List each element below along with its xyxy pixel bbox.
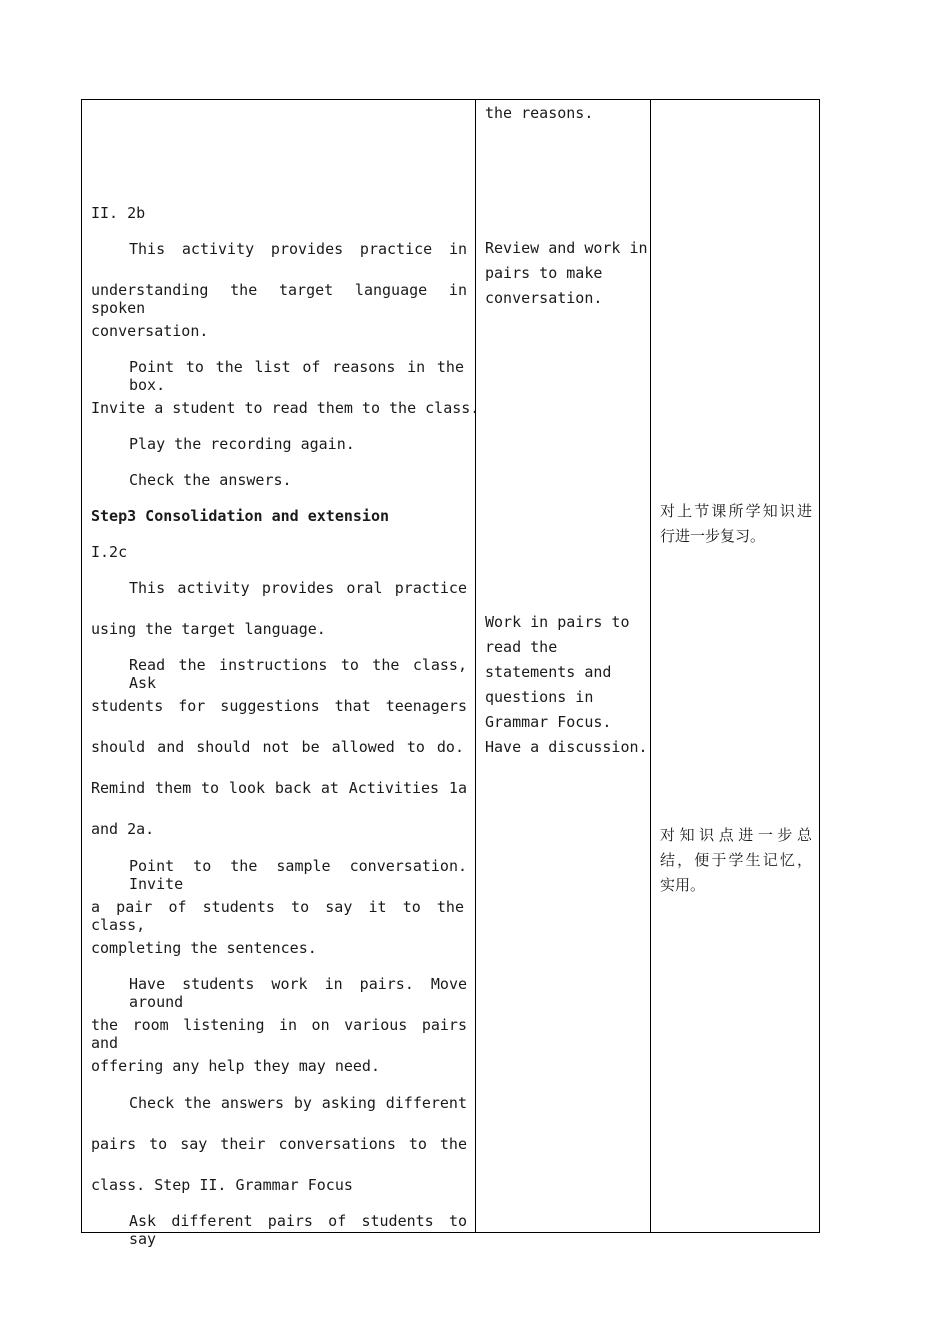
reasons-text: the reasons. — [485, 104, 594, 122]
label-2c: I.2c — [91, 543, 128, 561]
review-line: pairs to make — [485, 264, 603, 282]
paragraph-read-line: should and should not be allowed to do. — [91, 738, 464, 756]
paragraph-ask-line: Ask different pairs of students to say — [129, 1212, 467, 1248]
paragraph-read-line: students for suggestions that teenagers — [91, 697, 467, 715]
work-line: Work in pairs to — [485, 613, 630, 631]
paragraph-read-line: and 2a. — [91, 820, 155, 838]
step3-heading: Step3 Consolidation and extension — [91, 507, 390, 525]
paragraph-read-line: Read the instructions to the class, Ask — [129, 656, 467, 692]
paragraph-2b-line: This activity provides practice in — [129, 240, 467, 258]
paragraph-read-line: Remind them to look back at Activities 1a — [91, 779, 467, 797]
paragraph-check-line: class. Step II. Grammar Focus — [91, 1176, 353, 1194]
label-2b: II. 2b — [91, 204, 146, 222]
paragraph-sample-line: completing the sentences. — [91, 939, 317, 957]
review-line: conversation. — [485, 289, 603, 307]
paragraph-sample-line: a pair of students to say it to the class, — [91, 898, 464, 934]
paragraph-pairs-line: offering any help they may need. — [91, 1057, 380, 1075]
work-line: Have a discussion. — [485, 738, 648, 756]
work-line: statements and — [485, 663, 612, 681]
paragraph-2c-line: This activity provides oral practice — [129, 579, 467, 597]
paragraph-check-line: pairs to say their conversations to the — [91, 1135, 467, 1153]
note-review-line: 对上节课所学知识进 — [660, 502, 812, 520]
note-summary-line: 实用。 — [660, 876, 706, 894]
paragraph-2c-line: using the target language. — [91, 620, 326, 638]
work-line: Grammar Focus. — [485, 713, 612, 731]
paragraph-2b-line: understanding the target language in spoken — [91, 281, 467, 317]
paragraph-pairs-line: the room listening in on various pairs and — [91, 1016, 467, 1052]
column-divider-1 — [475, 100, 476, 1232]
paragraph-pairs-line: Have students work in pairs. Move around — [129, 975, 467, 1011]
paragraph-sample-line: Point to the sample conversation. Invite — [129, 857, 467, 893]
column-divider-2 — [650, 100, 651, 1232]
paragraph-2b-line: conversation. — [91, 322, 209, 340]
paragraph-point-line: Point to the list of reasons in the box. — [129, 358, 464, 394]
note-review-line: 行进一步复习。 — [660, 527, 766, 545]
work-line: questions in — [485, 688, 594, 706]
play-recording-text: Play the recording again. — [129, 435, 355, 453]
work-line: read the — [485, 638, 558, 656]
note-summary-line: 对知识点进一步总 — [660, 826, 812, 844]
note-summary-line: 结，便于学生记忆， — [660, 851, 812, 869]
review-line: Review and work in — [485, 239, 648, 257]
paragraph-check-line: Check the answers by asking different — [129, 1094, 467, 1112]
paragraph-point-line: Invite a student to read them to the class. — [91, 399, 480, 417]
check-answers-text: Check the answers. — [129, 471, 292, 489]
